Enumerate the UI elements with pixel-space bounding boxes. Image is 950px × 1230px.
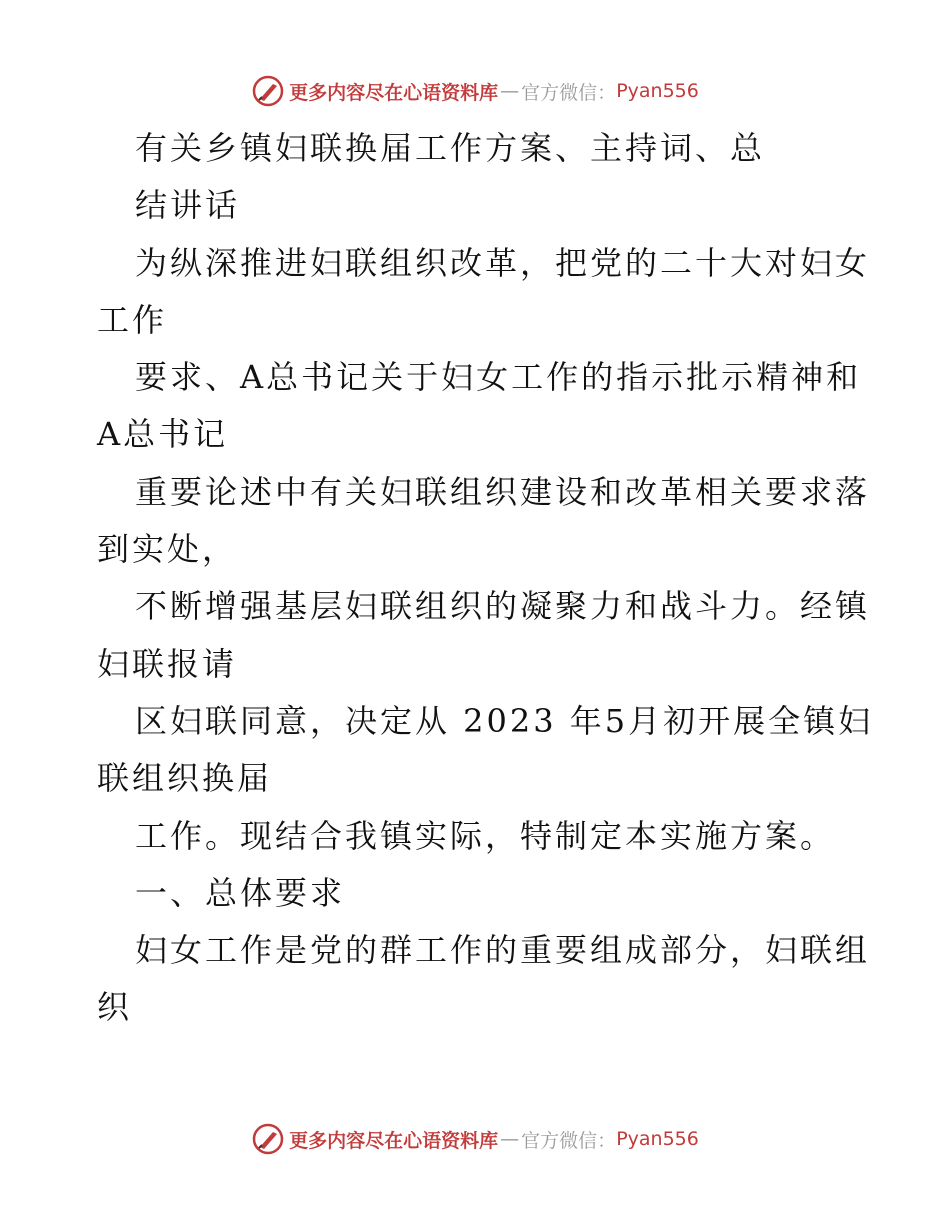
paragraph-line: 工作。现结合我镇实际，特制定本实施方案。 xyxy=(135,816,836,855)
title-line-1: 有关乡镇妇联换届工作方案、主持词、总 xyxy=(135,129,766,167)
paragraph-line: 联组织换届 xyxy=(97,759,273,798)
paragraph-line: 工作 xyxy=(97,300,168,339)
header-banner xyxy=(0,71,950,111)
paragraph-line: 织 xyxy=(97,988,133,1027)
paragraph-line: 重要论述中有关妇联组织建设和改革相关要求落 xyxy=(135,472,871,511)
footer-promo-text: 更多内容尽在心语资料库 xyxy=(289,1129,499,1152)
footer-banner xyxy=(0,1119,950,1159)
paragraph-line: 妇女工作是党的群工作的重要组成部分，妇联组 xyxy=(135,931,871,970)
section-heading: 一、总体要求 xyxy=(135,873,346,912)
title-line-2: 结讲话 xyxy=(135,186,241,225)
header-wechat-id: Pyan556 xyxy=(616,80,699,102)
header-dash: — xyxy=(500,80,520,102)
paragraph-line: 妇联报请 xyxy=(97,644,238,683)
paragraph-line: 不断增强基层妇联组织的凝聚力和战斗力。经镇 xyxy=(135,587,871,626)
quill-logo-icon xyxy=(251,1122,285,1156)
header-wechat-label: 官方微信： xyxy=(521,81,617,104)
paragraph-line: A总书记 xyxy=(97,415,229,454)
paragraph-line: 区妇联同意，决定从 2023 年5月初开展全镇妇 xyxy=(135,701,874,740)
footer-dash: — xyxy=(500,1128,520,1150)
paragraph-line: 为纵深推进妇联组织改革，把党的二十大对妇女 xyxy=(135,243,871,282)
footer-wechat-label: 官方微信： xyxy=(521,1129,617,1152)
footer-wechat-id: Pyan556 xyxy=(616,1128,699,1150)
document-body xyxy=(97,120,874,1037)
paragraph-line: 要求、A总书记关于妇女工作的指示批示精神和 xyxy=(135,358,862,397)
paragraph-line: 到实处， xyxy=(97,530,238,569)
quill-logo-icon xyxy=(251,74,285,108)
header-promo-text: 更多内容尽在心语资料库 xyxy=(289,81,499,104)
